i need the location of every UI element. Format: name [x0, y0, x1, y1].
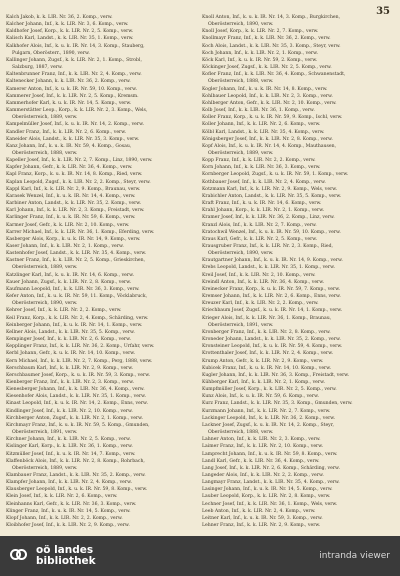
register-entry: Kerschbaum Karl, Inf., k. k. LIR. Nr. 2, 9. Komp., verw.	[6, 365, 134, 371]
register-entry: Krahl Johann, Korp., k. k. LIR. Nr. 2, 1. Komp., verw.	[202, 208, 325, 214]
register-entry: Kauer Johann, Zugsf., k. k. LIR. Nr. 2, 8. Komp., verw.	[6, 279, 132, 285]
register-entry: Laimer Franz, Inf., k. k. LIR. Nr. 2, 10. Komp., verw.	[202, 444, 324, 450]
register-entry: Kammerer Josef, Inf., k. k. LIR. Nr. 2, 5. Komp., Kremsm.	[6, 93, 139, 99]
register-entry: Kugler Johann, Inf., k. k. LIR. Nr. 36, 3. Komp., Freistadt, verw.	[202, 372, 350, 378]
register-entry: Kreindl Anton, Inf., k. k. LIR. Nr. 36, 4. Komp., verw.	[202, 279, 325, 285]
register-entry: Keil Franz, Korp., k. k. LIR. Nr. 2, 4. Komp., Schärding, verw.	[6, 315, 149, 321]
right-column	[202, 14, 390, 529]
register-entry: Karasek Wenzel, Inf., k. u. k. IR. Nr. 14, 4. Komp., verw.	[6, 193, 136, 199]
register-entry: Korn Johann, Inf., k. k. LIR. Nr. 36, 3. Komp., verw.	[202, 165, 321, 171]
register-entry: Kaltenbrunner Franz, Inf., k. k. LIR. Nr. 2, 4. Komp., verw.	[6, 72, 142, 78]
register-entry: Lasinger Johann, Inf., k. u. k. IR. Nr. 14, 5. Komp., verw.	[202, 487, 333, 493]
register-entry: Kubicek Franz, Inf., k. u. k. IR. Nr. 14, 10. Komp., verw.	[202, 365, 332, 371]
register-entry: Karlinger Franz, Inf., k. u. k. IR. Nr. 59, 6. Komp., verw.	[6, 215, 136, 221]
register-entry: Kammerstätter Leop., Korp., k. k. LIR. Nr. 2, 3. Komp., Wels,	[6, 108, 148, 114]
register-entry: Kamerer Anton, Inf., k. u. k. IR. Nr. 59, 10. Komp., verw.	[6, 86, 138, 92]
register-entry: Krautgartner Johann, Inf., k. u. k. IR. Nr. 14, 9. Komp., verw.	[202, 258, 343, 264]
entry-continuation: Pulgarn, Oberösterr., 1890, verw.	[12, 50, 90, 56]
register-entry: Kaneider Alois, Landst., k. k. LIR. Nr. 35, 3. Komp., verw.	[6, 136, 140, 142]
register-entry: Katzlinger Karl, Inf., k. u. k. IR. Nr. 14, 6. Komp., verw.	[6, 272, 134, 278]
register-entry: Kerschbaumer Josef, Korp., k. u. k. IR. Nr. 59, 3. Komp., verw.	[6, 372, 151, 378]
register-entry: Kalkhofer Alois, Inf., k. u. k. IR. Nr. 14, 3. Komp., Stauberg,	[6, 43, 145, 49]
register-entry: Kindlinger Josef, Inf., k. k. LIR. Nr. 2, 10. Komp., verw.	[6, 408, 133, 414]
register-entry: Kaufmann Leopold, Inf., k. k. LIR. Nr. 36, 3. Komp., verw.	[6, 286, 140, 292]
logo-line-1: oö landes	[36, 544, 94, 556]
register-entry: Kerbl Johann, Gefr., k. u. k. IR. Nr. 14, 10. Komp., verw.	[6, 351, 136, 357]
register-entry: Kampelmüller Josef, Inf., k. u. k. IR. Nr. 14, 2. Komp., verw.	[6, 122, 144, 128]
register-entry: Kammerhofer Karl, k. u. k. IR. Nr. 14, 5. Komp., verw.	[6, 100, 132, 106]
register-entry: Krieger Alois, Inf., k. k. LIR. Nr. 36, 1. Komp., Braunau,	[202, 315, 332, 321]
register-entry: Kienesberger Johann, Inf., k. k. LIR. Nr. 36, 4. Komp., verw.	[6, 387, 145, 393]
register-entry: Kohlbauer Leopold, Inf., k. k. LIR. Nr. 2, 3. Komp., verw.	[202, 93, 333, 99]
register-entry: Kolb Josef, Inf., k. k. LIR. Nr. 36, 1. Komp., verw.	[202, 108, 315, 114]
register-entry: Krausgruber Franz, Inf., k. k. LIR. Nr. 2, 3. Komp., Ried,	[202, 244, 333, 249]
register-entry: Krebs Leopold, Landst., k. k. LIR. Nr. 35, 1. Komp., verw.	[202, 265, 335, 271]
register-entry: Kühberger Karl, Inf., k. k. LIR. Nr. 2, 1. Komp., verw.	[202, 379, 325, 385]
register-entry: Lamprecht Johann, Inf., k. u. k. IR. Nr. 59, 8. Komp., verw.	[202, 451, 338, 457]
register-entry: Kreuzer Karl, Inf., k. k. LIR. Nr. 2, 2. Komp., verw.	[202, 301, 319, 307]
register-entry: Köckinger Josef, Zugsf., k. k. LIR. Nr. 2, 5. Komp., verw.	[202, 65, 332, 71]
register-entry: Kopp Franz, Inf., k. k. LIR. Nr. 2, 2. Komp., verw.	[202, 158, 316, 164]
register-entry: Karl Johann, Inf., k. k. LIR. Nr. 2, 3. Komp., Freistadt, verw.	[6, 208, 145, 214]
register-entry: Landl Karl, Gefr., k. k. LIR. Nr. 36, 4. Komp., verw.	[202, 458, 320, 464]
library-logo-icon	[10, 546, 30, 566]
logo-line-2: bibliothek	[36, 555, 96, 567]
register-entry: Kriechbaum Josef, Zugsf., k. u. k. IR. Nr. 14, 1. Komp., verw.	[202, 308, 343, 314]
register-entry: Kitzmüller Josef, Inf., k. u. k. IR. Nr. 14, 7. Komp., verw.	[6, 451, 136, 457]
register-entry: Kaser Johann, Inf., k. k. LIR. Nr. 2, 1. Komp., verw.	[6, 244, 124, 249]
register-entry: Kallinger Johann, Zugsf., k. k. LIR. Nr. 2, 1. Komp., Strobl,	[6, 57, 142, 63]
register-entry: Kirchner Johann, Inf., k. k. LIR. Nr. 2, 5. Komp., verw.	[6, 437, 131, 443]
register-entry: Kreinecker Franz, Korp., k. u. k. IR. Nr. 59, 7. Komp., verw.	[202, 286, 341, 292]
register-entry: Klein Josef, Inf., k. k. LIR. Nr. 2, 6. Komp., verw.	[6, 494, 118, 500]
register-entry: Lahner Anton, Inf., k. k. LIR. Nr. 2, 3. Komp., verw.	[202, 437, 321, 443]
register-entry: Kumpfmüller Josef, Korp., k. k. LIR. Nr. 2, 5. Komp., verw.	[202, 387, 337, 393]
register-entry: Kloibhofer Josef, Inf., k. k. LIR. Nr. 2, 9. Komp., verw.	[6, 523, 130, 529]
register-entry: Kölbl Karl, Landst., k. k. LIR. Nr. 35, 4. Komp., verw.	[202, 129, 325, 135]
register-entry: Kratochwil Wenzel, Inf., k. u. k. IR. Nr. 59, 10. Komp., verw.	[202, 229, 341, 235]
register-entry: Knoll Anton, Inf., k. u. k. IR. Nr. 14, 3. Komp., Burgkirchen,	[202, 15, 341, 20]
register-entry: Kanz Johann, Inf., k. u. k. IR. Nr. 59, 4. Komp., Gosau,	[6, 143, 132, 149]
register-entry: Kehrer Josef, Inf., k. k. LIR. Nr. 2, 2. Komp., verw.	[6, 308, 122, 314]
register-entry: Koch Alois, Landst., k. k. LIR. Nr. 35, 3. Komp., Steyr, verw.	[202, 43, 341, 49]
register-entry: Kofler Franz, Inf., k. k. LIR. Nr. 36, 4. Komp., Schwanenstadt,	[202, 72, 346, 78]
register-entry: Kohlberger Anton, Gefr., k. k. LIR. Nr. 2, 10. Komp., verw.	[202, 100, 337, 106]
register-entry: Kunz Alois, Inf., k. u. k. IR. Nr. 59, 6. Komp., verw.	[202, 394, 319, 400]
library-logo[interactable]	[10, 545, 96, 567]
register-entry: Kepplinger Franz, Inf., k. k. LIR. Nr. 36, 2. Komp., Urfahr, verw.	[6, 344, 155, 350]
register-entry: Kopf Alois, Inf., k. u. k. IR. Nr. 14, 4. Komp., Mauthausen,	[202, 143, 337, 149]
entry-continuation: Oberösterreich, 1889, verw.	[12, 265, 78, 271]
register-entry: Kreil Josef, Inf., k. k. LIR. Nr. 2, 10. Komp., verw.	[202, 272, 316, 278]
register-entry: Kastner Franz, Inf., k. k. LIR. Nr. 2, 5. Komp., Grieskirchen,	[6, 258, 146, 264]
register-entry: Klinger Franz, Inf., k. u. k. IR. Nr. 14, 5. Komp., verw.	[6, 508, 131, 514]
register-entry: Kalch Jakob, k. k. LIR. Nr. 36, 2. Komp., verw.	[6, 15, 113, 20]
register-entry: Kirchmayr Franz, Inf., k. u. k. IR. Nr. 59, 5. Komp., Gmunden,	[6, 422, 150, 428]
entry-continuation: Oberösterreich, 1891, verw.	[12, 430, 78, 436]
register-entry: Karmer Josef, Gefr., k. k. LIR. Nr. 2, 10. Komp., verw.	[6, 222, 130, 228]
register-entry: Kapl Franz, Korp., k. u. k. IR. Nr. 14, 8. Komp., Ried, verw.	[6, 172, 143, 178]
register-entry: Kroneder Johann, Landst., k. k. LIR. Nr. 35, 2. Komp., verw.	[202, 337, 341, 343]
register-entry: Kalisch Karl, Landst., k. k. LIR. Nr. 35, 1. Komp., verw.	[6, 36, 134, 42]
entry-continuation: Salzburg, 1887, verw.	[12, 65, 63, 71]
register-entry: Lang Josef, Inf., k. k. LIR. Nr. 2, 6. Komp., Schärding, verw.	[202, 465, 340, 471]
entry-continuation: Oberösterreich, 1888, verw.	[208, 79, 274, 85]
register-entry: Kefer Anton, Inf., k. u. k. IR. Nr. 59, 11. Komp., Vöcklabruck,	[6, 294, 148, 300]
register-entry: Kapfer Johann, Gefr., k. k. LIR. Nr. 36, 4. Komp., verw.	[6, 165, 133, 171]
register-entry: Kogler Johann, Inf., k. u. k. IR. Nr. 14, 8. Komp., verw.	[202, 86, 328, 92]
register-entry: Kremser Johann, Inf., k. k. LIR. Nr. 2, 6. Komp., Enns, verw.	[202, 294, 341, 300]
register-entry: Lechner Josef, Inf., k. k. LIR. Nr. 36, 1. Komp., Wels, verw.	[202, 501, 338, 507]
register-entry: Kleinhanns Karl, Gefr., k. k. LIR. Nr. 36, 3. Komp., verw.	[6, 501, 137, 507]
register-entry: Kraft Franz, Inf., k. u. k. IR. Nr. 14, 6. Komp., verw.	[202, 201, 322, 207]
viewer-footer	[0, 536, 400, 576]
register-entry: Kothbauer Josef, Inf., k. k. LIR. Nr. 2, 4. Komp., verw.	[202, 179, 326, 185]
entry-continuation: Oberösterreich, 1888, verw.	[12, 150, 78, 156]
register-entry: Koller Franz, Korp., k. u. k. IR. Nr. 59, 9. Komp., Ischl, verw.	[202, 115, 343, 121]
register-entry: Köck Karl, Inf., k. u. k. IR. Nr. 59, 2. Komp., verw.	[202, 57, 318, 63]
register-entry: Krottenthaler Josef, Inf., k. k. LIR. Nr. 2, 4. Komp., verw.	[202, 351, 334, 357]
register-entry: Keinberger Johann, Inf., k. u. k. IR. Nr. 14, 1. Komp., verw.	[6, 322, 143, 328]
register-entry: Klausberger Leopold, Inf., k. u. k. IR. Nr. 59, 8. Komp., verw.	[6, 487, 148, 493]
register-entry: Klampfer Johann, Inf., k. k. LIR. Nr. 2, 4. Komp., verw.	[6, 480, 132, 486]
register-entry: Karrer Michael, Inf., k. k. LIR. Nr. 36, 1. Komp., Eferding, verw.	[6, 229, 155, 235]
register-entry: Krabichler Anton, Landst., k. k. LIR. Nr. 35, 5. Komp., verw.	[202, 193, 342, 199]
register-entry: Langmayr Franz, Landst., k. k. LIR. Nr. 35, 4. Komp., verw.	[202, 480, 340, 486]
register-entry: Leeb Anton, Inf., k. k. LIR. Nr. 2, 4. Komp., verw.	[202, 508, 316, 514]
entry-continuation: Oberösterreich, 1890, verw.	[12, 301, 78, 307]
register-entry: Kaltenecker Johann, k. k. LIR. Nr. 36, 2. Komp., verw.	[6, 79, 131, 85]
entry-continuation: Oberösterreich, 1891, verw.	[208, 322, 274, 328]
register-entry: Lackinger Leopold, Inf., k. k. LIR. Nr. 36, 2. Komp., verw.	[202, 415, 336, 421]
register-entry: Kronberger Franz, Inf., k. k. LIR. Nr. 2, 8. Komp., verw.	[202, 329, 331, 335]
entry-continuation: Oberösterreich, 1890, verw.	[208, 251, 274, 257]
entry-continuation: Oberösterreich, 1888, verw.	[208, 430, 274, 436]
register-entry: Kotzmann Karl, Inf., k. k. LIR. Nr. 2, 9. Komp., Wels, verw.	[202, 186, 338, 192]
register-entry: Kappl Karl, Inf., k. k. LIR. Nr. 2, 9. Komp., Braunau, verw.	[6, 186, 141, 192]
register-entry: Langeder Alois, Inf., k. k. LIR. Nr. 2, 2. Komp., verw.	[202, 473, 324, 478]
register-entry: Kaplan Leopold, Zugsf., k. k. LIR. Nr. 2, 2. Komp., Steyr, verw.	[6, 179, 151, 185]
register-entry: Klopf Johann, Inf., k. k. LIR. Nr. 2, 2. Komp., verw.	[6, 515, 123, 521]
register-entry: Koch Johann, Inf., k. k. LIR. Nr. 2, 1. Komp., verw.	[202, 50, 318, 56]
register-entry: Kurzmann Johann, Inf., k. k. LIR. Nr. 2, 7. Komp., verw.	[202, 408, 331, 414]
entry-continuation: Oberösterreich, 1889, verw.	[208, 150, 274, 156]
register-entry: Klaffenböck Alois, Inf., k. k. LIR. Nr. 2, 8. Komp., Rohrbach,	[6, 458, 145, 464]
register-entry: Kastenhofer Josef, Landst., k. k. LIR. Nr. 35, 4. Komp., verw.	[6, 251, 147, 257]
entry-continuation: Oberösterreich, 1889, verw.	[12, 115, 78, 121]
register-entry: Karbiner Anton, Landst., k. k. LIR. Nr. 35, 2. Komp., verw.	[6, 201, 142, 207]
viewer-label: intranda viewer	[319, 551, 390, 561]
entry-continuation: Oberösterreich, 1889, verw.	[12, 465, 78, 471]
register-entry: Kinast Leopold, Inf., k. u. k. IR. Nr. 14, 2. Komp., Enns, verw.	[6, 401, 148, 407]
register-entry: Kellner Alois, Landst., k. k. LIR. Nr. 35, 5. Komp., verw.	[6, 329, 135, 335]
register-entry: Königsberger Josef, Inf., k. k. LIR. Nr. 2, 8. Komp., verw.	[202, 136, 333, 142]
register-entry: Kaldhofer Josef, Korp., k. k. LIR. Nr. 2, 5. Komp., verw.	[6, 29, 134, 35]
entry-continuation: Oberösterreich, 1890, verw.	[208, 22, 274, 28]
register-entry: Kramer Josef, Inf., k. k. LIR. Nr. 36, 2. Komp., Linz, verw.	[202, 215, 335, 221]
register-entry: Kislinger Karl, Korp., k. k. LIR. Nr. 36, 1. Komp., verw.	[6, 444, 133, 450]
register-entry: Kirchberger Anton, Zugsf., k. k. LIR. Nr. 2, 1. Komp., verw.	[6, 415, 144, 421]
register-entry: Krump Anton, Gefr., k. k. LIR. Nr. 2, 9. Komp., verw.	[202, 358, 324, 364]
page-number: 35	[376, 6, 390, 17]
register-entry: Knoll Josef, Korp., k. k. LIR. Nr. 2, 7. Komp., verw.	[202, 29, 319, 35]
register-entry: Koller Johann, Inf., k. k. LIR. Nr. 2, 6. Komp., verw.	[202, 122, 321, 128]
register-entry: Kienberger Franz, Inf., k. k. LIR. Nr. 2, 3. Komp., verw.	[6, 379, 134, 385]
register-entry: Kronsteiner Leopold, Inf., k. u. k. IR. Nr. 59, 4. Komp., verw.	[202, 344, 343, 350]
register-entry: Lauber Leopold, Korp., k. k. LIR. Nr. 2, 8. Komp., verw.	[202, 494, 331, 500]
register-entry: Kurz Franz, Landst., k. k. LIR. Nr. 35, 3. Komp., Gmunden, verw.	[202, 401, 353, 407]
register-entry: Kandler Franz, Inf., k. k. LIR. Nr. 2, 6. Komp., verw.	[6, 129, 127, 135]
register-entry: Lackner Josef, Zugsf., k. u. k. IR. Nr. 14, 2. Komp., Steyr,	[202, 422, 334, 428]
register-entry: Kalcher Johann, Inf., k. k. LIR. Nr. 3, 6. Komp., verw.	[6, 22, 129, 28]
register-entry: Kraus Karl, Gefr., k. k. LIR. Nr. 2, 5. Komp., verw.	[202, 236, 318, 242]
register-entry: Kranzl Alois, Inf., k. k. LIR. Nr. 2, 7. Komp., verw.	[202, 222, 317, 228]
register-entry: Kempinger Josef, Inf., k. k. LIR. Nr. 2, 6. Komp., verw.	[6, 337, 131, 343]
left-column	[6, 14, 194, 529]
library-logo-text	[36, 545, 96, 567]
register-entry: Kapeller Josef, Inf., k. k. LIR. Nr. 2, 7. Komp., Linz, 1890, verw.	[6, 158, 153, 164]
register-entry: Kornberger Leopold, Zugsf., k. u. k. IR. Nr. 59, 1. Komp., verw.	[202, 172, 349, 178]
register-entry: Lehner Franz, Inf., k. k. LIR. Nr. 2, 9. Komp., verw.	[202, 523, 321, 529]
register-entry: Knollmayr Franz, Inf., k. k. LIR. Nr. 36, 2. Komp., verw.	[202, 36, 331, 42]
register-entry: Kiesenhofer Alois, Landst., k. k. LIR. Nr. 35, 1. Komp., verw.	[6, 394, 147, 400]
register-entry: Kern Michael, Inf., k. k. LIR. Nr. 2, 7. Komp., Perg, 1888, verw.	[6, 358, 153, 364]
register-entry: Kasberger Alois, Korp., k. u. k. IR. Nr. 14, 9. Komp., verw.	[6, 236, 141, 242]
register-entry: Leitner Karl, Inf., k. u. k. IR. Nr. 59, 3. Komp., verw.	[202, 515, 323, 521]
register-entry: Klambauer Franz, Landst., k. k. LIR. Nr. 35, 2. Komp., verw.	[6, 473, 146, 478]
